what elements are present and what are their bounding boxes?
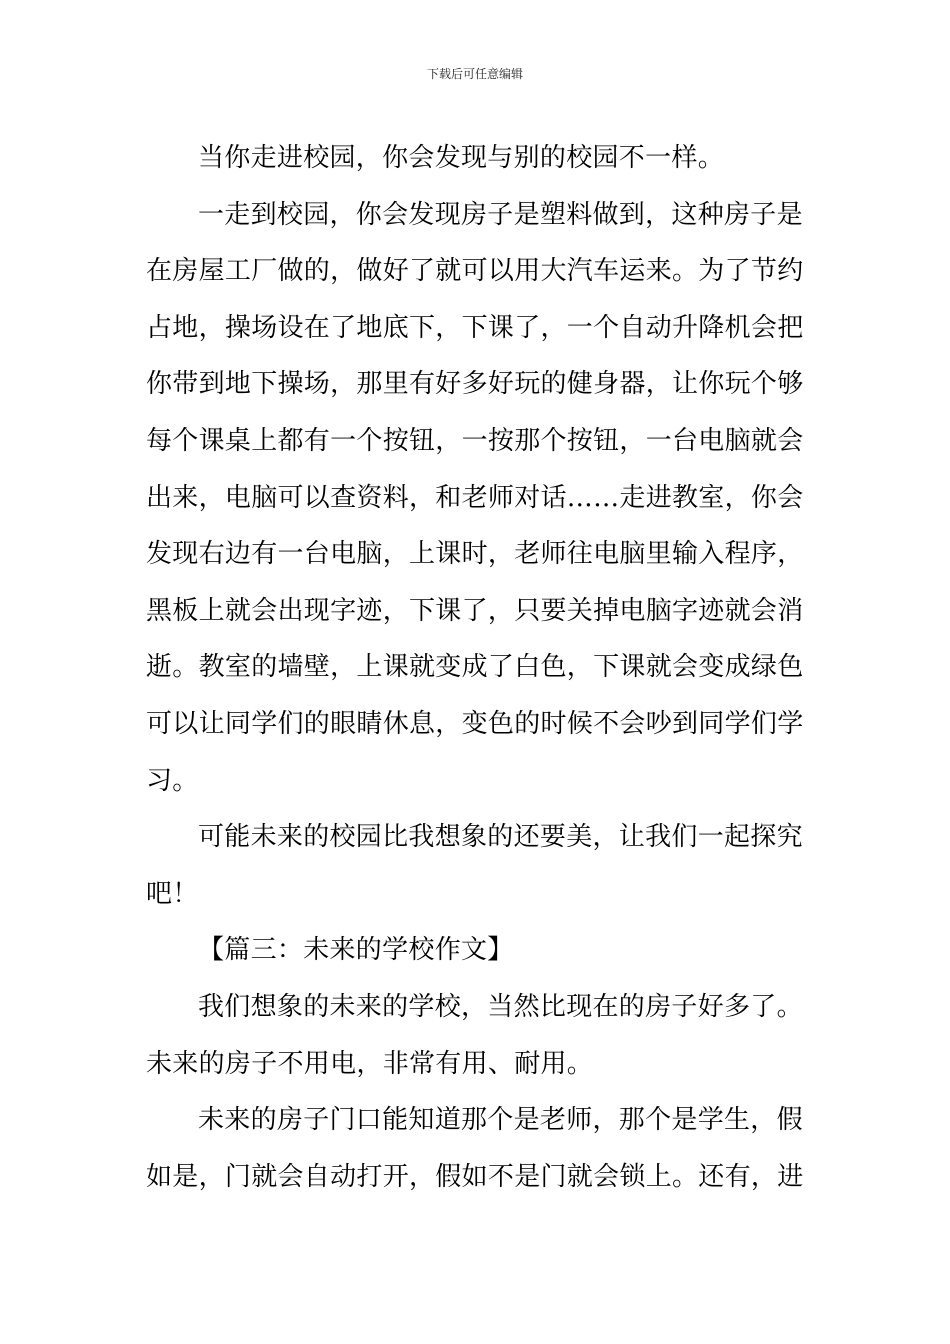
page-header: 下载后可任意编辑 bbox=[426, 67, 523, 81]
paragraph bbox=[146, 809, 806, 922]
section-heading bbox=[146, 922, 806, 979]
text-line: 习。 bbox=[146, 765, 199, 796]
text-line: 发现右边有一台电脑，上课时，老师往电脑里输入程序， bbox=[146, 539, 804, 570]
text-line: 当你走进校园，你会发现与别的校园不一样。 bbox=[198, 143, 725, 173]
text-line: 在房屋工厂做的，做好了就可以用大汽车运来。为了节约 bbox=[146, 256, 804, 287]
paragraph bbox=[146, 1092, 806, 1205]
text-line: 一走到校园，你会发现房子是塑料做到，这种房子是 bbox=[198, 199, 803, 230]
text-line: 可以让同学们的眼睛休息，变色的时候不会吵到同学们学 bbox=[146, 708, 804, 739]
text-line: 黑板上就会出现字迹，下课了，只要关掉电脑字迹就会消 bbox=[146, 595, 804, 626]
text-line: 如是，门就会自动打开，假如不是门就会锁上。还有，进 bbox=[146, 1161, 804, 1192]
text-line: 占地，操场设在了地底下，下课了，一个自动升降机会把 bbox=[146, 312, 804, 343]
text-line: 未来的房子不用电，非常有用、耐用。 bbox=[146, 1048, 594, 1079]
text-line: 吧！ bbox=[146, 878, 199, 909]
text-line: 你带到地下操场，那里有好多好玩的健身器，让你玩个够 bbox=[146, 369, 804, 400]
text-line: 我们想象的未来的学校，当然比现在的房子好多了。 bbox=[198, 991, 803, 1022]
heading-text: 【篇三：未来的学校作文】 bbox=[198, 935, 514, 966]
paragraph bbox=[146, 130, 806, 187]
document-body bbox=[146, 130, 806, 1205]
paragraph bbox=[146, 979, 806, 1092]
text-line: 未来的房子门口能知道那个是老师，那个是学生，假 bbox=[198, 1105, 803, 1136]
text-line: 每个课桌上都有一个按钮，一按那个按钮，一台电脑就会 bbox=[146, 425, 804, 456]
text-line: 出来，电脑可以查资料，和老师对话……走进教室，你会 bbox=[146, 482, 804, 513]
text-line: 逝。教室的墙壁，上课就变成了白色，下课就会变成绿色 bbox=[146, 652, 804, 683]
paragraph bbox=[146, 187, 806, 810]
text-line: 可能未来的校园比我想象的还要美，让我们一起探究 bbox=[198, 822, 803, 853]
